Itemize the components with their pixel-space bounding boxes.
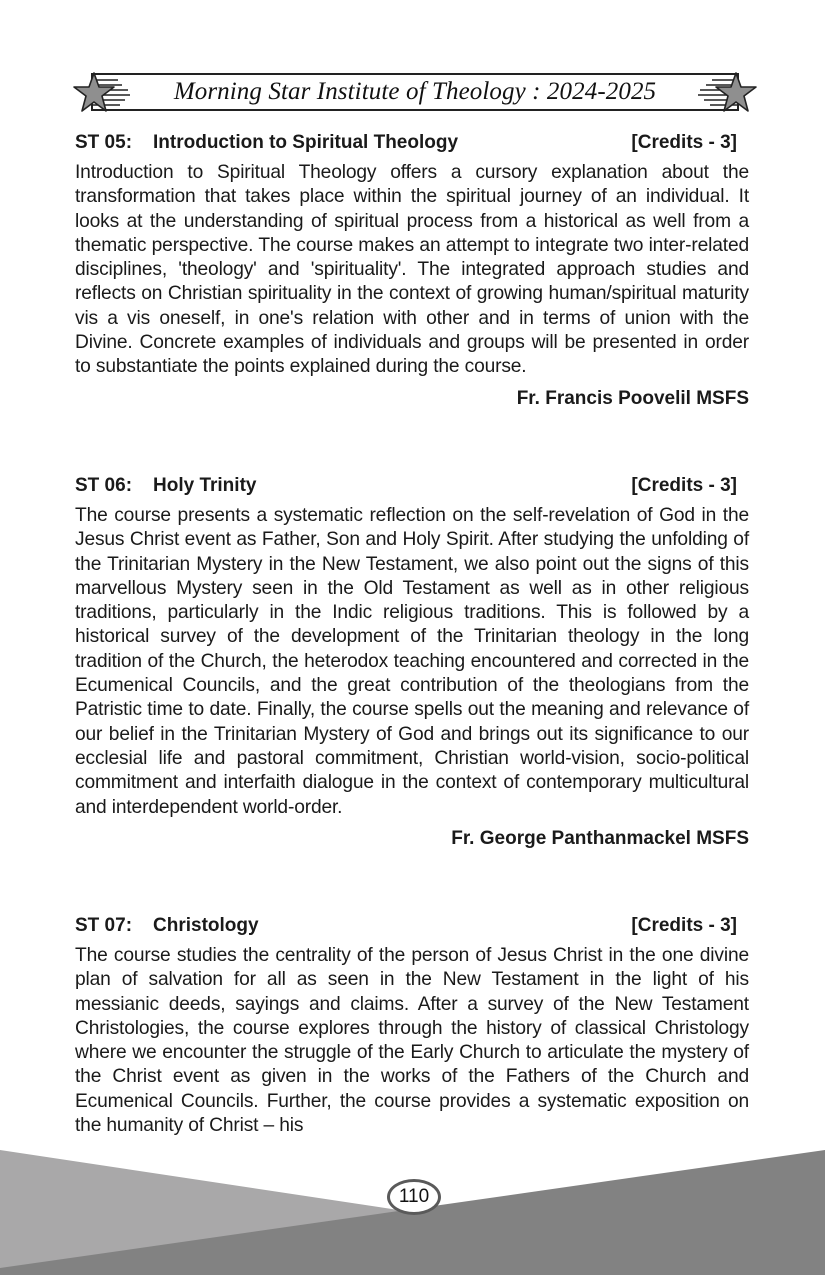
course-code: ST 06: bbox=[75, 475, 133, 496]
page-number: 110 bbox=[387, 1179, 441, 1215]
course-heading bbox=[75, 131, 749, 155]
course-code: ST 05: bbox=[75, 132, 133, 153]
course-author: Fr. George Panthanmackel MSFS bbox=[451, 827, 749, 849]
course-heading bbox=[75, 914, 749, 938]
course-credits: [Credits - 3] bbox=[631, 132, 737, 153]
course-code: ST 07: bbox=[75, 915, 133, 936]
course-st07 bbox=[75, 914, 749, 1138]
course-author: Fr. Francis Poovelil MSFS bbox=[516, 387, 749, 409]
course-credits: [Credits - 3] bbox=[631, 475, 737, 496]
course-description: The course presents a systematic reflection on the self-revelation of God in the Jesus Christ event as Father, Son and Holy Spirit. After studying the unfolding of the Trinitarian Mystery in the New Testament, we also point out the signs of this marvellous Mystery seen in the Old Testament as well as in other religious traditions, particularly in the Indic religious traditions. This is followed by a historical survey of the development of the Trinitarian theology in the long tradition of the Church, the heterodox teaching encountered and corrected in the Ecumenical Councils, and the great contribution of the theologians from the Patristic time to date. Finally, the course spells out the meaning and relevance of our belief in the Trinitarian Mystery of God and brings out its significance to our ecclesial life and pastoral commitment, Christian world-vision, socio-political commitment and interfaith dialogue in the context of contemporary multicultural and interdependent world-order. bbox=[75, 505, 749, 818]
course-description: The course studies the centrality of the person of Jesus Christ in the one divine plan of salvation for all as seen in the New Testament in the light of his messianic deeds, sayings and claims. After a survey of the New Testament Christologies, the course explores through the history of classical Christology where we encounter the struggle of the Early Church to articulate the mystery of the Christ event as given in the works of the Fathers of the Church and Ecumenical Councils. Further, the course provides a systematic exposition on the humanity of Christ – his bbox=[75, 945, 749, 1137]
institute-title: Morning Star Institute of Theology : 2024-2025 bbox=[173, 78, 657, 105]
course-title: Holy Trinity bbox=[153, 475, 257, 496]
course-description: Introduction to Spiritual Theology offers a cursory explanation about the transformation that takes place within the spiritual journey of an individual. It looks at the understanding of spiritual process from a historical as well from a thematic perspective. The course makes an attempt to integrate two inter-related disciplines, 'theology' and 'spirituality'. The integrated approach studies and reflects on Christian spirituality in the context of growing human/spiritual maturity vis a vis oneself, in one's relation with other and in terms of union with the Divine. Concrete examples of individuals and groups will be presented in order to substantiate the points explained during the course. bbox=[75, 162, 749, 378]
header-banner bbox=[70, 68, 760, 118]
course-title: Introduction to Spiritual Theology bbox=[153, 132, 459, 153]
course-title: Christology bbox=[153, 915, 259, 936]
course-st06 bbox=[75, 474, 749, 851]
course-heading bbox=[75, 474, 749, 498]
course-st05 bbox=[75, 131, 749, 411]
course-credits: [Credits - 3] bbox=[631, 915, 737, 936]
